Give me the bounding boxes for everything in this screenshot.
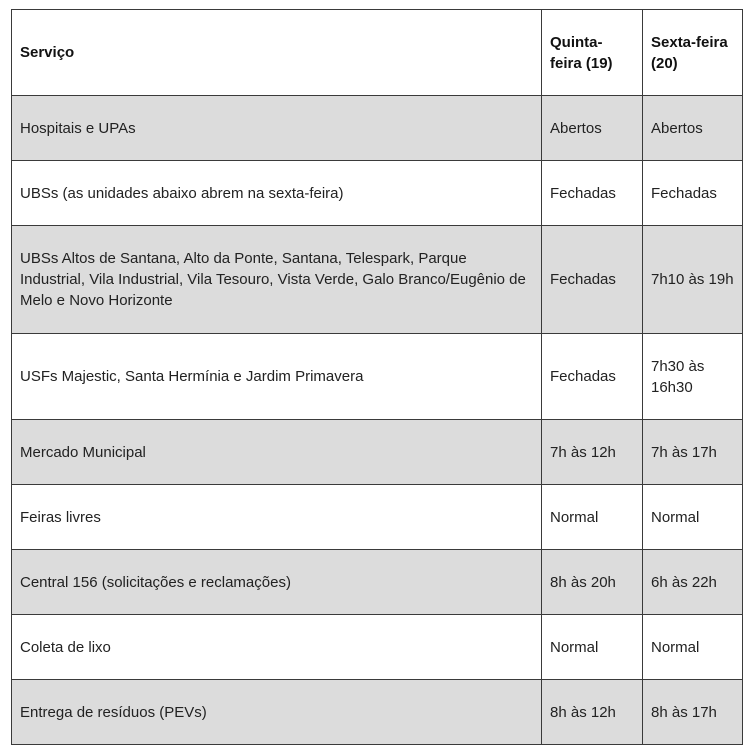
header-friday: Sexta-feira (20) — [643, 10, 743, 96]
table-header-row — [12, 10, 743, 96]
cell-friday: 7h10 às 19h — [643, 226, 743, 334]
header-service: Serviço — [12, 10, 542, 96]
table-row — [12, 550, 743, 615]
cell-service: UBSs (as unidades abaixo abrem na sexta-feira) — [12, 161, 542, 226]
cell-thursday: Fechadas — [542, 226, 643, 334]
cell-friday: 7h30 às 16h30 — [643, 334, 743, 420]
cell-friday: 7h às 17h — [643, 420, 743, 485]
cell-service: UBSs Altos de Santana, Alto da Ponte, Santana, Telespark, Parque Industrial, Vila Industrial, Vila Tesouro, Vista Verde, Galo Branco/Eugênio de Melo e Novo Horizonte — [12, 226, 542, 334]
cell-service: Coleta de lixo — [12, 615, 542, 680]
table-row — [12, 226, 743, 334]
cell-friday: Normal — [643, 615, 743, 680]
table-row — [12, 615, 743, 680]
cell-thursday: Fechadas — [542, 161, 643, 226]
cell-thursday: Abertos — [542, 96, 643, 161]
table-row — [12, 96, 743, 161]
services-schedule-table — [11, 9, 743, 745]
cell-thursday: Normal — [542, 615, 643, 680]
cell-friday: Fechadas — [643, 161, 743, 226]
cell-thursday: Normal — [542, 485, 643, 550]
cell-service: Hospitais e UPAs — [12, 96, 542, 161]
cell-thursday: 8h às 12h — [542, 680, 643, 745]
table-row — [12, 420, 743, 485]
cell-friday: Normal — [643, 485, 743, 550]
table-row — [12, 334, 743, 420]
table-row — [12, 161, 743, 226]
cell-service: Mercado Municipal — [12, 420, 542, 485]
table-row — [12, 485, 743, 550]
cell-service: USFs Majestic, Santa Hermínia e Jardim Primavera — [12, 334, 542, 420]
cell-service: Entrega de resíduos (PEVs) — [12, 680, 542, 745]
cell-friday: 6h às 22h — [643, 550, 743, 615]
cell-thursday: Fechadas — [542, 334, 643, 420]
cell-friday: 8h às 17h — [643, 680, 743, 745]
cell-thursday: 8h às 20h — [542, 550, 643, 615]
cell-service: Central 156 (solicitações e reclamações) — [12, 550, 542, 615]
header-thursday: Quinta-feira (19) — [542, 10, 643, 96]
cell-thursday: 7h às 12h — [542, 420, 643, 485]
cell-friday: Abertos — [643, 96, 743, 161]
table-row — [12, 680, 743, 745]
cell-service: Feiras livres — [12, 485, 542, 550]
